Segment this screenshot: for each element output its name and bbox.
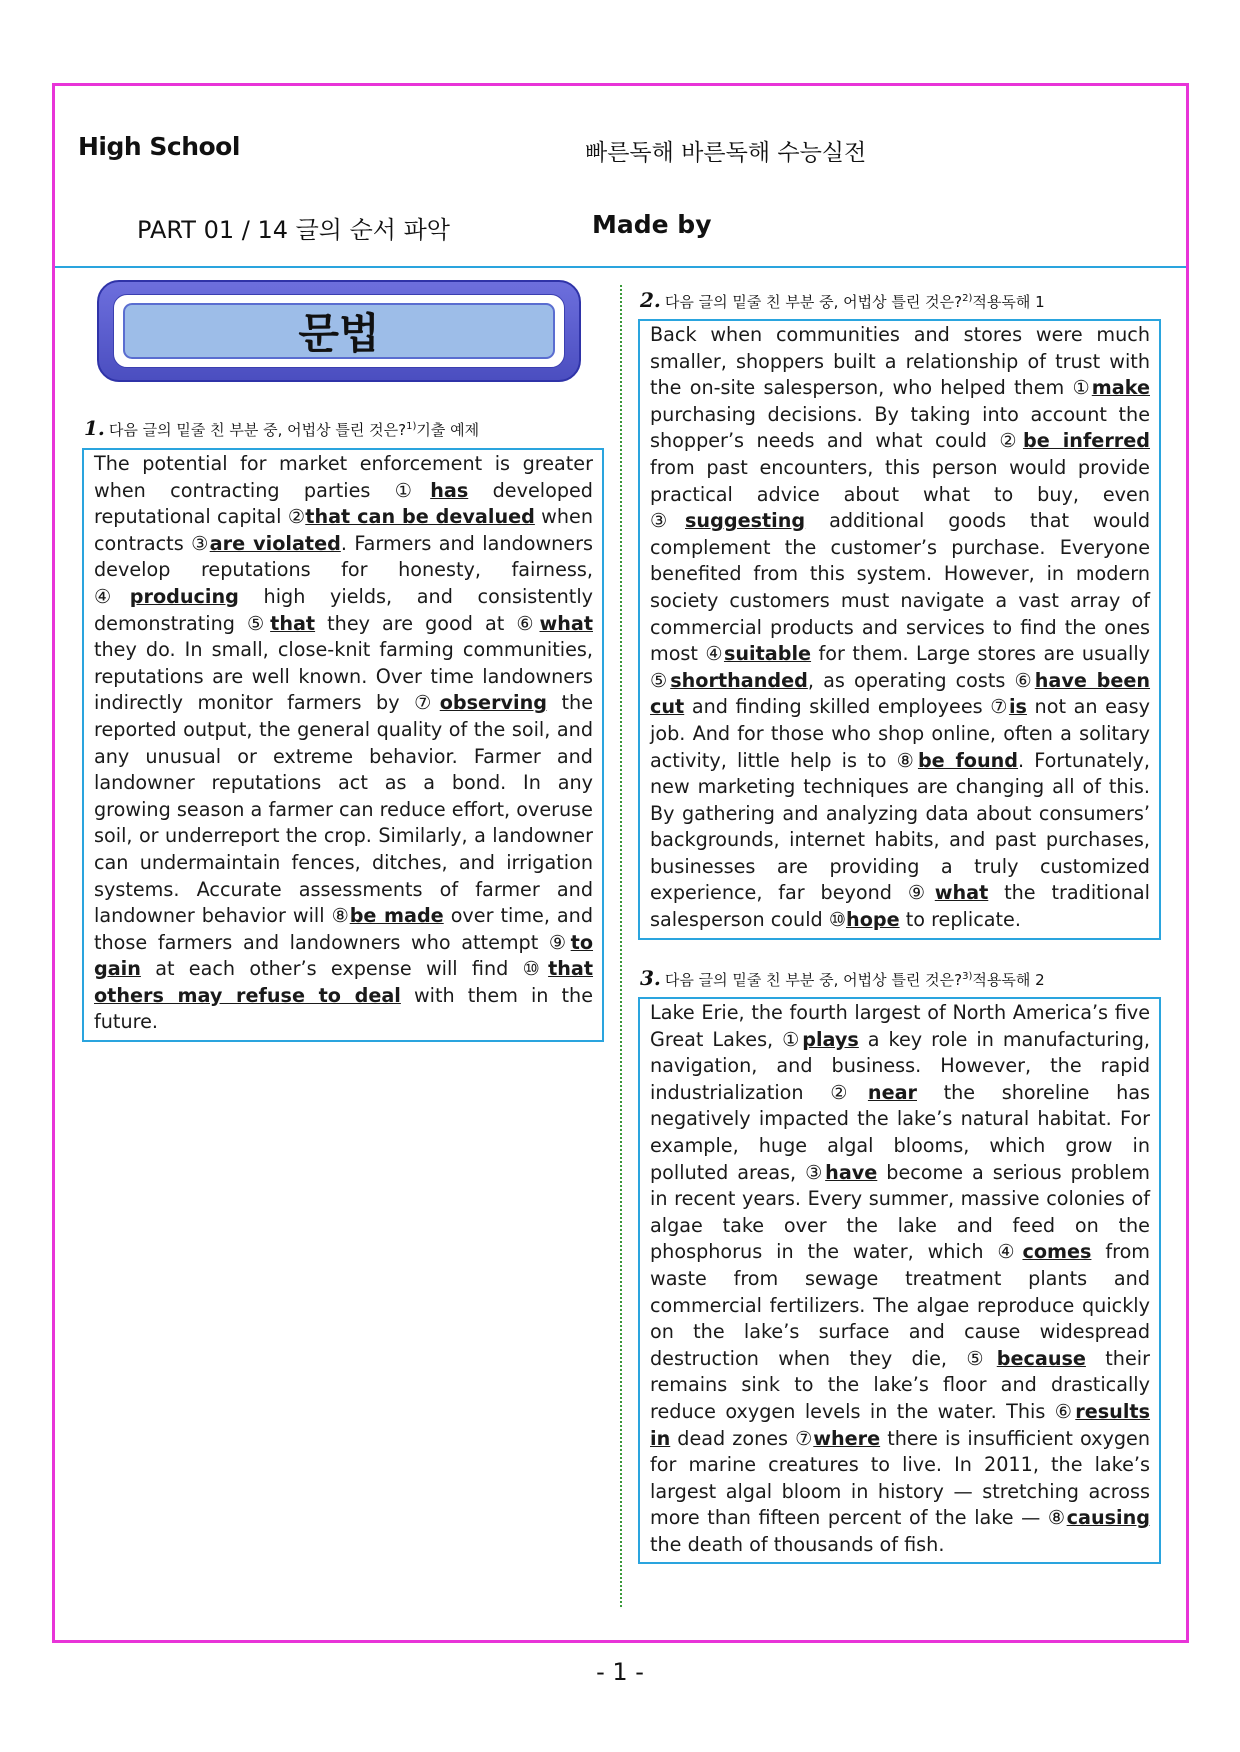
footnote-ref: 1) [406, 421, 417, 432]
underlined-choice: plays [802, 1027, 859, 1051]
underlined-choice: has [430, 478, 469, 502]
page-number: - 1 - [596, 1658, 644, 1686]
question-number: 3. [640, 966, 661, 990]
choice-marker: ⑤ [966, 1346, 997, 1370]
choice-marker: ⑩ [522, 957, 549, 981]
passage-text: additional goods that would complement the customer’s purchase. Everyone benefited from this system. However, in modern society customers must navigate a vast array of commercial products and services to find the ones most [650, 509, 1150, 666]
underlined-choice: comes [1022, 1240, 1092, 1264]
underlined-choice: shorthanded [670, 668, 808, 692]
underlined-choice: what [934, 881, 989, 905]
passage-text: they do. In small, close-knit farming communities, reputations are well known. Over time landowners indirectly monitor farmers by [94, 638, 593, 715]
choice-marker: ④ [94, 584, 130, 608]
passage-text: Lake Erie, the fourth largest of North America’s five Great Lakes, [650, 1001, 1150, 1051]
underlined-choice: are violated [209, 531, 341, 555]
school-label: High School [78, 132, 240, 161]
passage-text: from past encounters, this person would provide practical advice about what to buy, even [650, 455, 1150, 506]
underlined-choice: suitable [723, 642, 812, 666]
passage-text: , as operating costs [807, 668, 1015, 692]
passage-text: for them. Large stores are usually [811, 642, 1151, 666]
passage-text: the reported output, the general quality of the soil, and any unusual or extreme behavior. Farmer and landowner reputations act as a bond. In any growing season a farmer can reduce effort, overuse soil, or underreport the crop. Similarly, a landowner can undermaintain fences, ditches, and irrigation systems. Accurate assessments of farmer and landowner behavior will [94, 691, 594, 928]
passage-text: . Farmers and landowners develop reputations for honesty, fairness, [94, 531, 593, 582]
choice-marker: ⑦ [414, 691, 440, 715]
passage-text: high yields, and consistently demonstrating [94, 584, 593, 635]
choice-marker: ⑧ [1047, 1506, 1067, 1530]
passage-text: from waste from sewage treatment plants and commercial fertilizers. The algae reproduce quickly on the lake’s surface and cause widespread destruction when they die, [650, 1240, 1151, 1370]
underlined-choice: what [539, 611, 593, 635]
choice-marker: ② [830, 1080, 868, 1104]
question-prompt: 다음 글의 밑줄 친 부분 중, 어법상 틀린 것은? [664, 293, 963, 311]
underlined-choice: make [1091, 376, 1150, 400]
underlined-choice: be found [917, 748, 1019, 772]
section-banner-label: 문법 [123, 303, 555, 359]
choice-marker: ⑥ [516, 611, 540, 635]
choice-marker: ① [394, 478, 431, 502]
passage-text: to replicate. [899, 908, 1021, 932]
choice-marker: ③ [805, 1160, 826, 1184]
underlined-choice: have been cut [650, 668, 1151, 719]
underlined-choice: have [825, 1160, 878, 1184]
passage-text: the shoreline has negatively impacted the lake’s natural habitat. For example, huge algal blooms, which grow in polluted areas, [650, 1080, 1151, 1184]
underlined-choice: to gain [94, 930, 594, 981]
choice-marker: ⑦ [795, 1426, 814, 1450]
question-number: 1. [84, 416, 105, 440]
underlined-choice: causing [1066, 1506, 1150, 1530]
made-by-label: Made by [592, 210, 712, 239]
passage-text: a key role in manufacturing, navigation, and business. However, the rapid industrialization [650, 1027, 1151, 1104]
underlined-choice: be made [349, 904, 444, 928]
choice-marker: ⑧ [896, 748, 918, 772]
footnote-ref: 3) [962, 971, 973, 982]
choice-marker: ⑥ [1054, 1399, 1076, 1423]
choice-marker: ④ [997, 1240, 1023, 1264]
passage-text: The potential for market enforcement is greater when contracting parties [94, 452, 593, 502]
underlined-choice: because [996, 1346, 1086, 1370]
question-source: 적용독해 1 [972, 293, 1045, 311]
question-1-passage [82, 448, 604, 1042]
choice-marker: ⑤ [246, 611, 271, 635]
underlined-choice: where [813, 1426, 881, 1450]
choice-marker: ⑧ [331, 904, 350, 928]
question-prompt: 다음 글의 밑줄 친 부분 중, 어법상 틀린 것은? [108, 421, 407, 439]
underlined-choice: results in [650, 1399, 1151, 1450]
choice-marker: ⑨ [907, 881, 935, 905]
underlined-choice: that can be devalued [305, 505, 535, 529]
question-source: 적용독해 2 [972, 971, 1045, 989]
question-2-passage [638, 319, 1161, 940]
passage-text: the traditional salesperson could [650, 881, 1150, 932]
passage-text: over time, and those farmers and landowners who attempt [94, 904, 594, 954]
choice-marker: ⑤ [650, 668, 671, 692]
underlined-choice: that [270, 611, 316, 635]
part-title: PART 01 / 14 글의 순서 파악 [137, 216, 450, 244]
question-3-heading [640, 966, 1045, 990]
passage-text: developed reputational capital [94, 478, 593, 529]
choice-marker: ① [1072, 376, 1092, 400]
passage-text: the death of thousands of fish. [650, 1532, 945, 1556]
question-3-passage [638, 997, 1161, 1564]
passage-text: . Fortunately, new marketing techniques are changing all of this. By gathering and analyzing data about consumers’ backgrounds, internet habits, and past purchases, businesses are providing a truly customized experience, far beyond [650, 748, 1151, 905]
underlined-choice: producing [129, 584, 239, 608]
choice-marker: ④ [705, 642, 724, 666]
header-divider [55, 266, 1186, 268]
section-banner [97, 280, 581, 382]
question-number: 2. [640, 288, 661, 312]
choice-marker: ⑩ [828, 908, 847, 932]
passage-text: not an easy job. And for those who shop online, often a solitary activity, little help is to [650, 695, 1151, 772]
footnote-ref: 2) [962, 293, 973, 304]
choice-marker: ① [782, 1027, 803, 1051]
choice-marker: ③ [650, 509, 686, 533]
passage-text: their remains sink to the lake’s floor and drastically reduce oxygen levels in the water. This [650, 1346, 1150, 1423]
passage-text: and finding skilled employees [684, 695, 991, 719]
underlined-choice: hope [846, 908, 900, 932]
underlined-choice: that others may refuse to deal [94, 957, 594, 1007]
passage-text: they are good at [315, 611, 517, 635]
underlined-choice: be inferred [1022, 429, 1150, 453]
choice-marker: ⑥ [1014, 668, 1035, 692]
question-2-heading [640, 288, 1045, 312]
underlined-choice: observing [439, 691, 548, 715]
underlined-choice: suggesting [685, 509, 806, 533]
passage-text: when contracts [94, 505, 594, 555]
question-source: 기출 예제 [416, 421, 480, 439]
book-title: 빠른독해 바른독해 수능실전 [585, 140, 867, 166]
passage-text: Back when communities and stores were much smaller, shoppers built a relationship of trust with the on-site salesperson, who helped them [650, 323, 1150, 400]
underlined-choice: near [867, 1080, 917, 1104]
passage-text: purchasing decisions. By taking into account the shopper’s needs and what could [650, 402, 1150, 453]
passage-text: dead zones [670, 1426, 796, 1450]
choice-marker: ⑦ [990, 695, 1009, 719]
choice-marker: ② [999, 429, 1023, 453]
passage-text: with them in the future. [94, 983, 593, 1034]
underlined-choice: is [1008, 695, 1027, 719]
question-prompt: 다음 글의 밑줄 친 부분 중, 어법상 틀린 것은? [664, 971, 963, 989]
passage-text: there is insufficient oxygen for marine creatures to live. In 2011, the lake’s largest algal bloom in history — stretching across more than fifteen percent of the lake — [650, 1426, 1150, 1530]
choice-marker: ③ [191, 531, 210, 555]
choice-marker: ⑨ [548, 930, 571, 954]
question-1-heading [84, 416, 479, 440]
passage-text: at each other’s expense will find [140, 957, 523, 981]
passage-text: become a serious problem in recent years. Every summer, massive colonies of algae take over the lake and feed on the phosphorus in the water, which [650, 1160, 1151, 1264]
choice-marker: ② [287, 505, 306, 529]
column-divider [620, 285, 622, 1607]
